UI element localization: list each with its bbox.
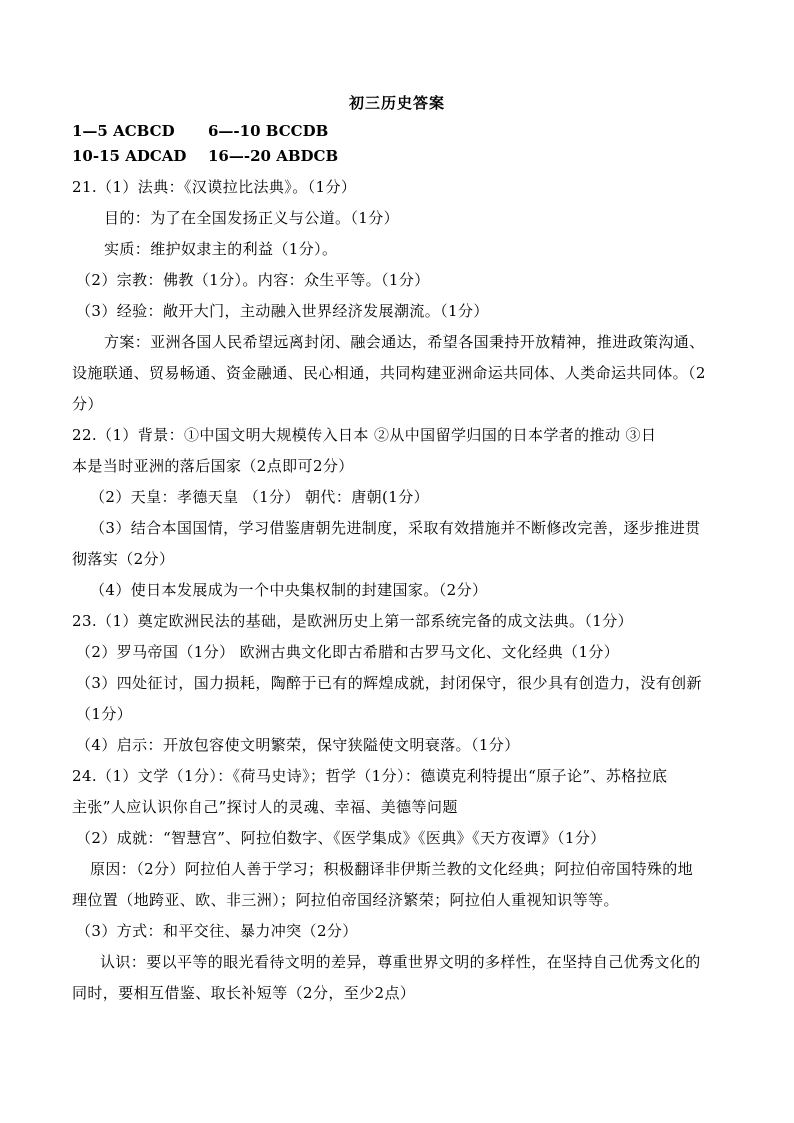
answer-line: 目的：为了在全国发扬正义与公道。（1分） xyxy=(104,209,400,227)
answer-line: 分） xyxy=(72,395,103,413)
answer-line: （2）成就：“智慧宫”、阿拉伯数字、《医学集成》《医典》《天方夜谭》（1分） xyxy=(76,829,606,847)
choice-answers-6-10: 6—-10 BCCDB xyxy=(208,122,329,140)
answer-line: （2）罗马帝国（1分） 欧洲古典文化即古希腊和古罗马文化、文化经典（1分） xyxy=(76,643,620,661)
answer-line: （1分） xyxy=(76,705,133,723)
page-title: 初三历史答案 xyxy=(348,94,445,112)
answer-line: （3）四处征讨，国力损耗，陶醉于已有的辉煌成就，封闭保守，很少具有创造力，没有创新 xyxy=(76,674,702,692)
choice-answers-10-15: 10-15 ADCAD xyxy=(72,147,187,165)
answer-line: （3）经验：敞开大门，主动融入世界经济发展潮流。（1分） xyxy=(76,302,489,320)
answer-line: 23.（1）奠定欧洲民法的基础，是欧洲历史上第一部系统完备的成文法典。（1分） xyxy=(72,612,634,630)
answer-line: 同时，要相互借鉴、取长补短等（2分，至少2点） xyxy=(72,984,416,1002)
answer-line: 本是当时亚洲的落后国家（2点即可2分） xyxy=(72,457,354,475)
answer-body xyxy=(72,172,726,1009)
choice-answers-1-5: 1—5 ACBCD xyxy=(72,122,175,140)
answer-line: 主张”人应认识你自己”探讨人的灵魂、幸福、美德等问题 xyxy=(72,798,458,816)
answer-line: （2）天皇：孝德天皇 （1分） 朝代：唐朝(1分） xyxy=(90,488,430,506)
answer-line: 22.（1）背景：①中国文明大规模传入日本 ②从中国留学归国的日本学者的推动 ③日 xyxy=(72,426,657,444)
answer-line: （4）使日本发展成为一个中央集权制的封建国家。（2分） xyxy=(90,581,488,599)
answer-line: 24.（1）文学（1分）：《荷马史诗》；哲学（1分）：德谟克利特提出“原子论”、苏格拉底 xyxy=(72,767,668,785)
choice-answers-16-20: 16—-20 ABDCB xyxy=(208,147,339,165)
answer-line: （3）方式：和平交往、暴力冲突（2分） xyxy=(76,922,358,940)
answer-line: 认识：要以平等的眼光看待文明的差异，尊重世界文明的多样性，在坚持自己优秀文化的 xyxy=(100,953,701,971)
answer-line: 实质：维护奴隶主的利益（1分）。 xyxy=(104,240,338,258)
answer-line: 21.（1）法典：《汉谟拉比法典》。（1分） xyxy=(72,178,357,196)
answer-line: （4）启示：开放包容使文明繁荣，保守狭隘使文明衰落。（1分） xyxy=(76,736,520,754)
answer-line: 设施联通、贸易畅通、资金融通、民心相通，共同构建亚洲命运共同体、人类命运共同体。（2 xyxy=(72,364,706,382)
answer-line: 原因：（2分）阿拉伯人善于学习；积极翻译非伊斯兰教的文化经典；阿拉伯帝国特殊的地 xyxy=(90,860,694,878)
choice-answers-row-1 xyxy=(72,121,328,141)
answer-line: （2）宗教：佛教（1分）。内容：众生平等。（1分） xyxy=(76,271,430,289)
answer-line: （3）结合本国国情，学习借鉴唐朝先进制度，采取有效措施并不断修改完善，逐步推进贯 xyxy=(90,519,701,537)
answer-line: 理位置（地跨亚、欧、非三洲）；阿拉伯帝国经济繁荣；阿拉伯人重视知识等等。 xyxy=(72,891,619,909)
answer-line: 彻落实（2分） xyxy=(72,550,175,568)
answer-line: 方案：亚洲各国人民希望远离封闭、融会通达，希望各国秉持开放精神，推进政策沟通、 xyxy=(104,333,705,351)
choice-answers-row-2 xyxy=(72,146,338,166)
